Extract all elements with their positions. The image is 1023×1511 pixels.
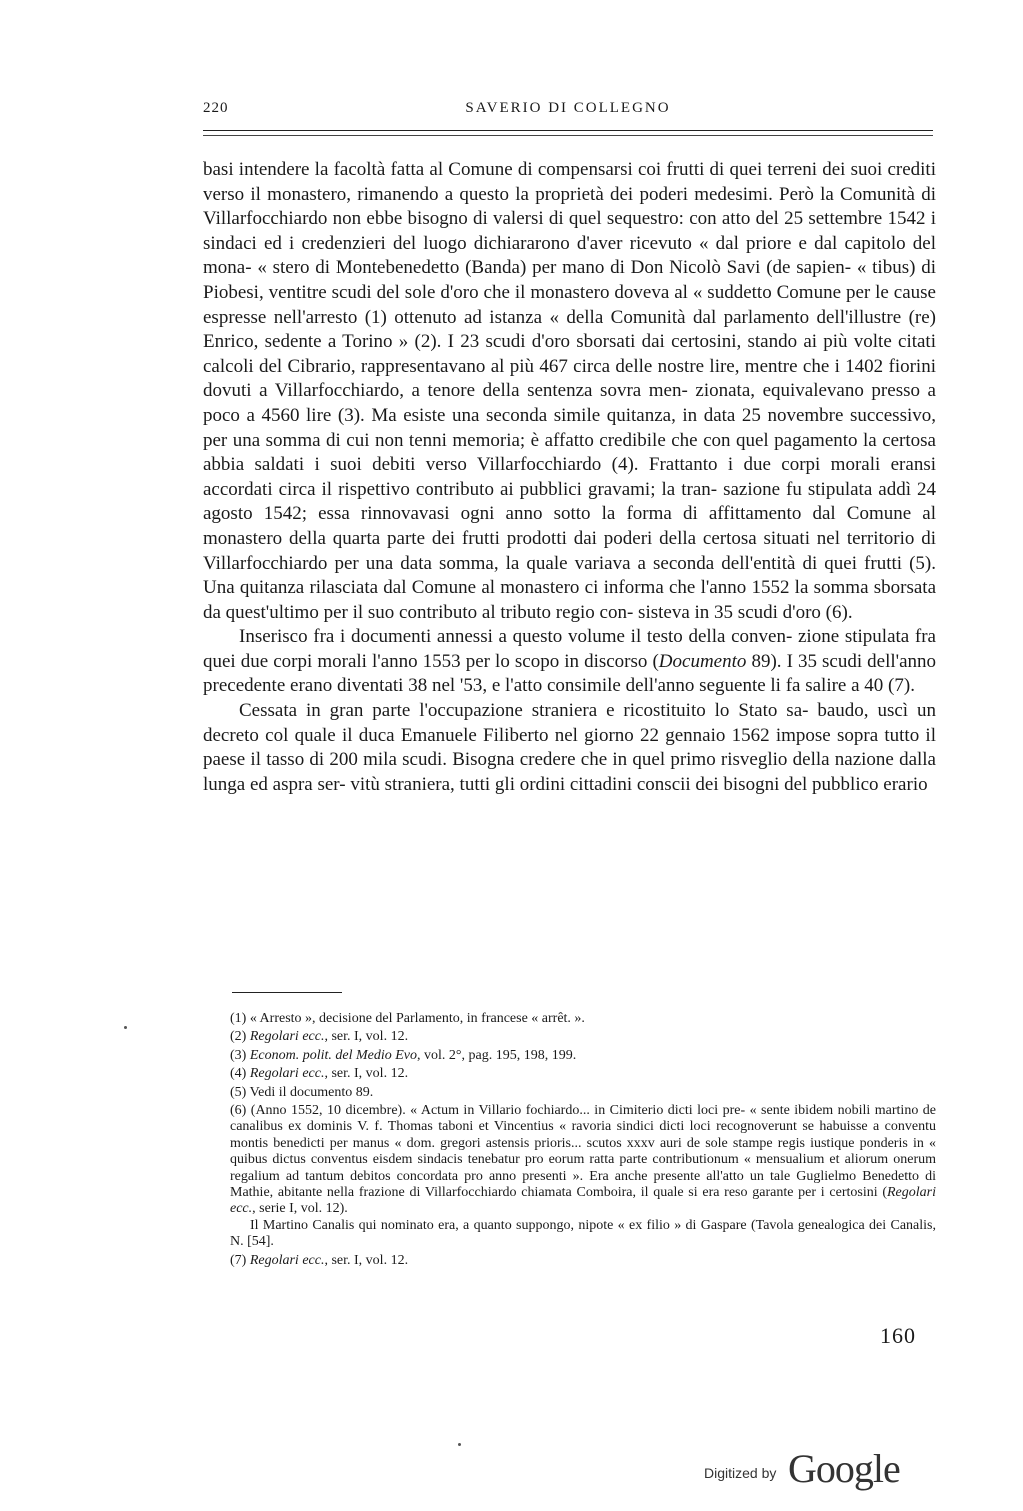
header-rule-top <box>203 130 933 131</box>
footnote-4 <box>203 1066 936 1082</box>
main-text <box>203 158 936 797</box>
footnote-7-num: (7) <box>230 1252 250 1268</box>
scan-speck <box>458 1443 461 1446</box>
footnote-4-italic: Regolari ecc. <box>249 1066 325 1082</box>
footnote-rule <box>232 992 342 993</box>
google-logo: Google <box>788 1446 900 1491</box>
paragraph-3: Cessata in gran parte l'occupazione straniera e ricostituito lo Stato sa- baudo, uscì un decreto col quale il duca Emanuele Filiberto nel giorno 22 gennaio 1562 impose sopra tutto il paese il tasso di 200 mila scudi. Bisogna credere che in quel primo risveglio della nazione dalla lunga ed aspra ser- vitù straniera, tutti gli ordini cittadini conscii dei bisogni del pubblico erario <box>203 700 936 795</box>
footnotes <box>203 1011 936 1271</box>
footnote-4-num: (4) <box>230 1066 250 1082</box>
page-header <box>203 100 933 124</box>
footnote-2-rest: , ser. I, vol. 12. <box>324 1029 409 1045</box>
footnote-2-italic: Regolari ecc. <box>249 1029 325 1045</box>
footnote-6 <box>203 1103 936 1218</box>
watermark-prefix: Digitized by <box>704 1465 777 1481</box>
footnote-3 <box>203 1048 936 1064</box>
footnote-6-italic: Regolari ecc. <box>230 1185 936 1217</box>
footnote-7-rest: , ser. I, vol. 12. <box>324 1252 409 1268</box>
paragraph-2-text-a: Inserisco fra i documenti annessi a questo volume il testo della conven- zione stipulata fra quei due corpi morali l'anno 1553 per lo scopo in discorso ( <box>203 626 936 672</box>
signature-mark: 160 <box>880 1323 916 1348</box>
footnote-4-rest: , ser. I, vol. 12. <box>324 1066 409 1082</box>
scan-speck <box>124 1026 127 1029</box>
paragraph-1: basi intendere la facoltà fatta al Comune di compensarsi coi frutti di quei terreni dei suoi crediti verso il monastero, rimanendo a questo la proprietà dei poderi medesimi. Però la Comunità di Villarfocchiardo non ebbe bisogno di valersi di quel sequestro: con atto del 25 settembre 1542 i sindaci ed i credenzieri del luogo dichiararono d'aver ricevuto « dal priore e dal capitolo del mona- « stero di Montebenedetto (Banda) per mano di Don Nicolò Savi (de sapien- « tibus) di Piobesi, ventitre scudi del sole d'oro che il monastero doveva al « suddetto Comune per le cause espresse nell'arresto (1) ottenuto ad istanza « della Comunità dal parlamento dell'illustre (re) Enrico, sedente a Torino » (2). I 23 scudi d'oro sborsati dai certosini, stando ai più volte citati calcoli del Cibrario, rappresentavano al più 467 circa delle nostre lire, mentre che i 1402 fiorini dovuti a Villarfocchiardo, a tenore della sentenza sovra men- zionata, equivalevano presso a poco a 4560 lire (3). Ma esiste una seconda simile quitanza, in data 25 novembre successivo, per una somma di cui non tenni memoria; è affatto credibile che con quel pagamento la certosa abbia saldati i suoi debiti verso Villarfocchiardo (4). Frattanto i due corpi morali eransi accordati circa il rispettivo contributo ai pubblici gravami; la tran- sazione fu stipulata addì 24 agosto 1542; essa rinnovavasi ogni anno sotto la forma di affittamento dal Comune al monastero della quarta parte dei frutti prodotti dai poderi della certosa situati nel territorio di Villarfocchiardo per una data somma, la quale variava a seconda dell'entità di quei frutti (5). Una quitanza rilasciata dal Comune al monastero ci informa che l'anno 1552 la somma sborsata da quest'ultimo per il suo contributo al tributo regio con- sisteva in 35 scudi d'oro (6). <box>203 159 936 623</box>
footnote-2 <box>203 1029 936 1045</box>
footnote-5: (5) Vedi il documento 89. <box>230 1084 374 1100</box>
footnote-1: (1) « Arresto », decisione del Parlamento, in francese « arrêt. ». <box>230 1011 585 1026</box>
paragraph-2-text-b: 89). I 35 scudi dell'anno precedente erano diventati 38 nel '53, e l'atto consimile dell'anno seguente li fa salire a 40 (7). <box>203 650 937 697</box>
footnote-7 <box>203 1253 936 1269</box>
footnote-3-italic: Econom. polit. del Medio Evo <box>249 1047 418 1063</box>
paragraph-2 <box>203 625 936 699</box>
footnote-3-num: (3) <box>230 1047 250 1063</box>
footnote-2-num: (2) <box>230 1029 250 1045</box>
footnote-6-text-b: , serie I, vol. 12). <box>252 1201 348 1217</box>
footnote-6-text-a: (6) (Anno 1552, 10 dicembre). « Actum in Villario fochiardo... in Cimiterio dicti loci pre- « sente ibidem nobili martino de canalibus ex dominis V. f. Thomas taboni et Vincentius « ravoria sindici dicti loci recognoverunt se habuisse a conventu montis benedicti per manus « dom. gregori astensis prioris... scutos xxxv auri de sole stampe regis iustique ponderis in « quibus dictus conventus eisdem sindacis tenebatur pro eorum ratta parte contributionum « mensualium et aliorum onerum regalium ad tantum debitos concordata pro anno presenti ». Era anche presente all'atto un tale Guglielmo Benedetto di Mathie, abitante nella frazione di Villarfocchiardo chiamata Comboira, il quale si era reso garante per i certosini ( <box>230 1103 936 1201</box>
paragraph-2-italic: Documento <box>658 650 747 672</box>
footnote-7-italic: Regolari ecc. <box>249 1252 325 1268</box>
header-rule-bottom <box>203 135 933 136</box>
footnote-3-rest: , vol. 2°, pag. 195, 198, 199. <box>417 1047 577 1063</box>
running-title: SAVERIO DI COLLEGNO <box>465 100 671 116</box>
footnote-6-continuation: Il Martino Canalis qui nominato era, a quanto suppongo, nipote « ex filio » di Gaspare (Tavola genealogica dei Canalis, N. [54]. <box>230 1217 936 1250</box>
page-number: 220 <box>203 100 229 116</box>
